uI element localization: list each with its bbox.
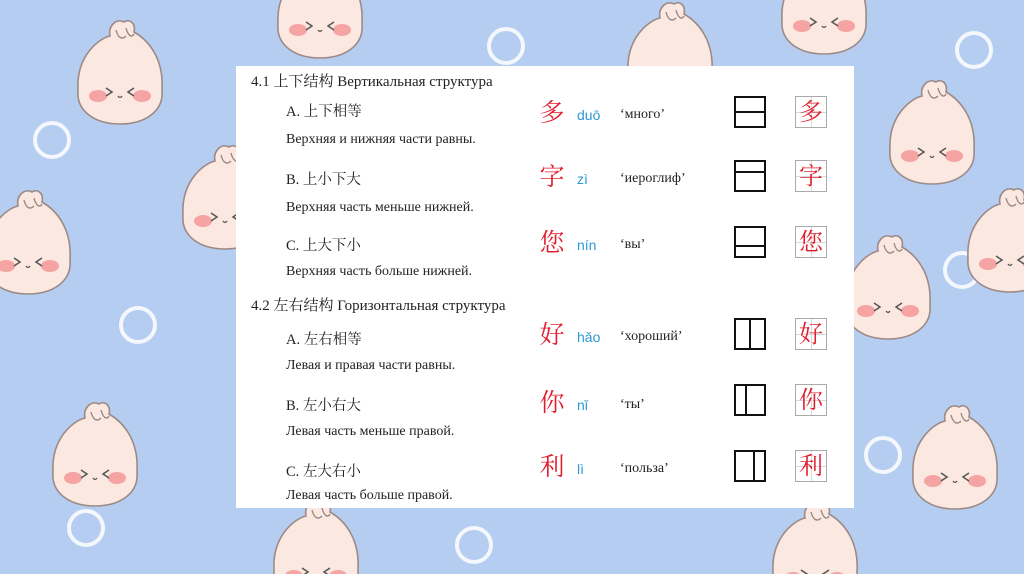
grid-character: 利 bbox=[799, 452, 823, 480]
option-description: Левая и правая части равны. bbox=[286, 358, 456, 373]
option-label: C. 左大右小 bbox=[286, 464, 361, 480]
example-character: 你 bbox=[539, 388, 565, 417]
left-small-right-large-icon bbox=[734, 384, 766, 416]
example-translation: ‘вы’ bbox=[620, 237, 646, 252]
grid-character: 多 bbox=[799, 98, 823, 126]
option-label: A. 左右相等 bbox=[286, 332, 362, 348]
example-translation: ‘хороший’ bbox=[620, 329, 683, 344]
example-character: 好 bbox=[539, 320, 565, 349]
option-description: Левая часть больше правой. bbox=[286, 488, 453, 503]
character-grid-box bbox=[795, 384, 827, 416]
example-translation: ‘много’ bbox=[620, 107, 666, 122]
option-label: A. 上下相等 bbox=[286, 104, 362, 120]
example-pinyin: lì bbox=[577, 461, 584, 477]
example-translation: ‘польза’ bbox=[620, 461, 669, 476]
example-pinyin: zì bbox=[577, 171, 588, 187]
top-bottom-equal-icon bbox=[734, 96, 766, 128]
example-translation: ‘иероглиф’ bbox=[620, 171, 686, 186]
section-title: 4.1 上下结构 Вертикальная структура bbox=[251, 74, 493, 90]
grid-character: 你 bbox=[799, 386, 823, 414]
lesson-card bbox=[236, 66, 854, 508]
grid-character: 您 bbox=[799, 228, 823, 256]
example-pinyin: duō bbox=[577, 107, 601, 123]
option-description: Верхняя и нижняя части равны. bbox=[286, 132, 476, 147]
example-character: 多 bbox=[539, 98, 565, 127]
left-large-right-small-icon bbox=[734, 450, 766, 482]
option-description: Верхняя часть меньше нижней. bbox=[286, 200, 474, 215]
character-grid-box bbox=[795, 226, 827, 258]
section-title: 4.2 左右结构 Горизонтальная структура bbox=[251, 298, 506, 314]
example-character: 您 bbox=[539, 228, 565, 257]
character-grid-box bbox=[795, 160, 827, 192]
grid-character: 字 bbox=[799, 162, 823, 190]
top-large-bottom-small-icon bbox=[734, 226, 766, 258]
option-label: B. 上小下大 bbox=[286, 172, 361, 188]
example-pinyin: nín bbox=[577, 237, 597, 253]
top-small-bottom-large-icon bbox=[734, 160, 766, 192]
left-right-equal-icon bbox=[734, 318, 766, 350]
character-grid-box bbox=[795, 318, 827, 350]
example-character: 字 bbox=[539, 162, 565, 191]
example-character: 利 bbox=[539, 452, 565, 481]
option-label: C. 上大下小 bbox=[286, 238, 361, 254]
option-label: B. 左小右大 bbox=[286, 398, 361, 414]
character-grid-box bbox=[795, 450, 827, 482]
example-pinyin: nǐ bbox=[577, 397, 588, 413]
option-description: Левая часть меньше правой. bbox=[286, 424, 455, 439]
example-translation: ‘ты’ bbox=[620, 397, 645, 412]
character-grid-box bbox=[795, 96, 827, 128]
option-description: Верхняя часть больше нижней. bbox=[286, 264, 473, 279]
example-pinyin: hǎo bbox=[577, 329, 601, 345]
grid-character: 好 bbox=[799, 320, 823, 348]
